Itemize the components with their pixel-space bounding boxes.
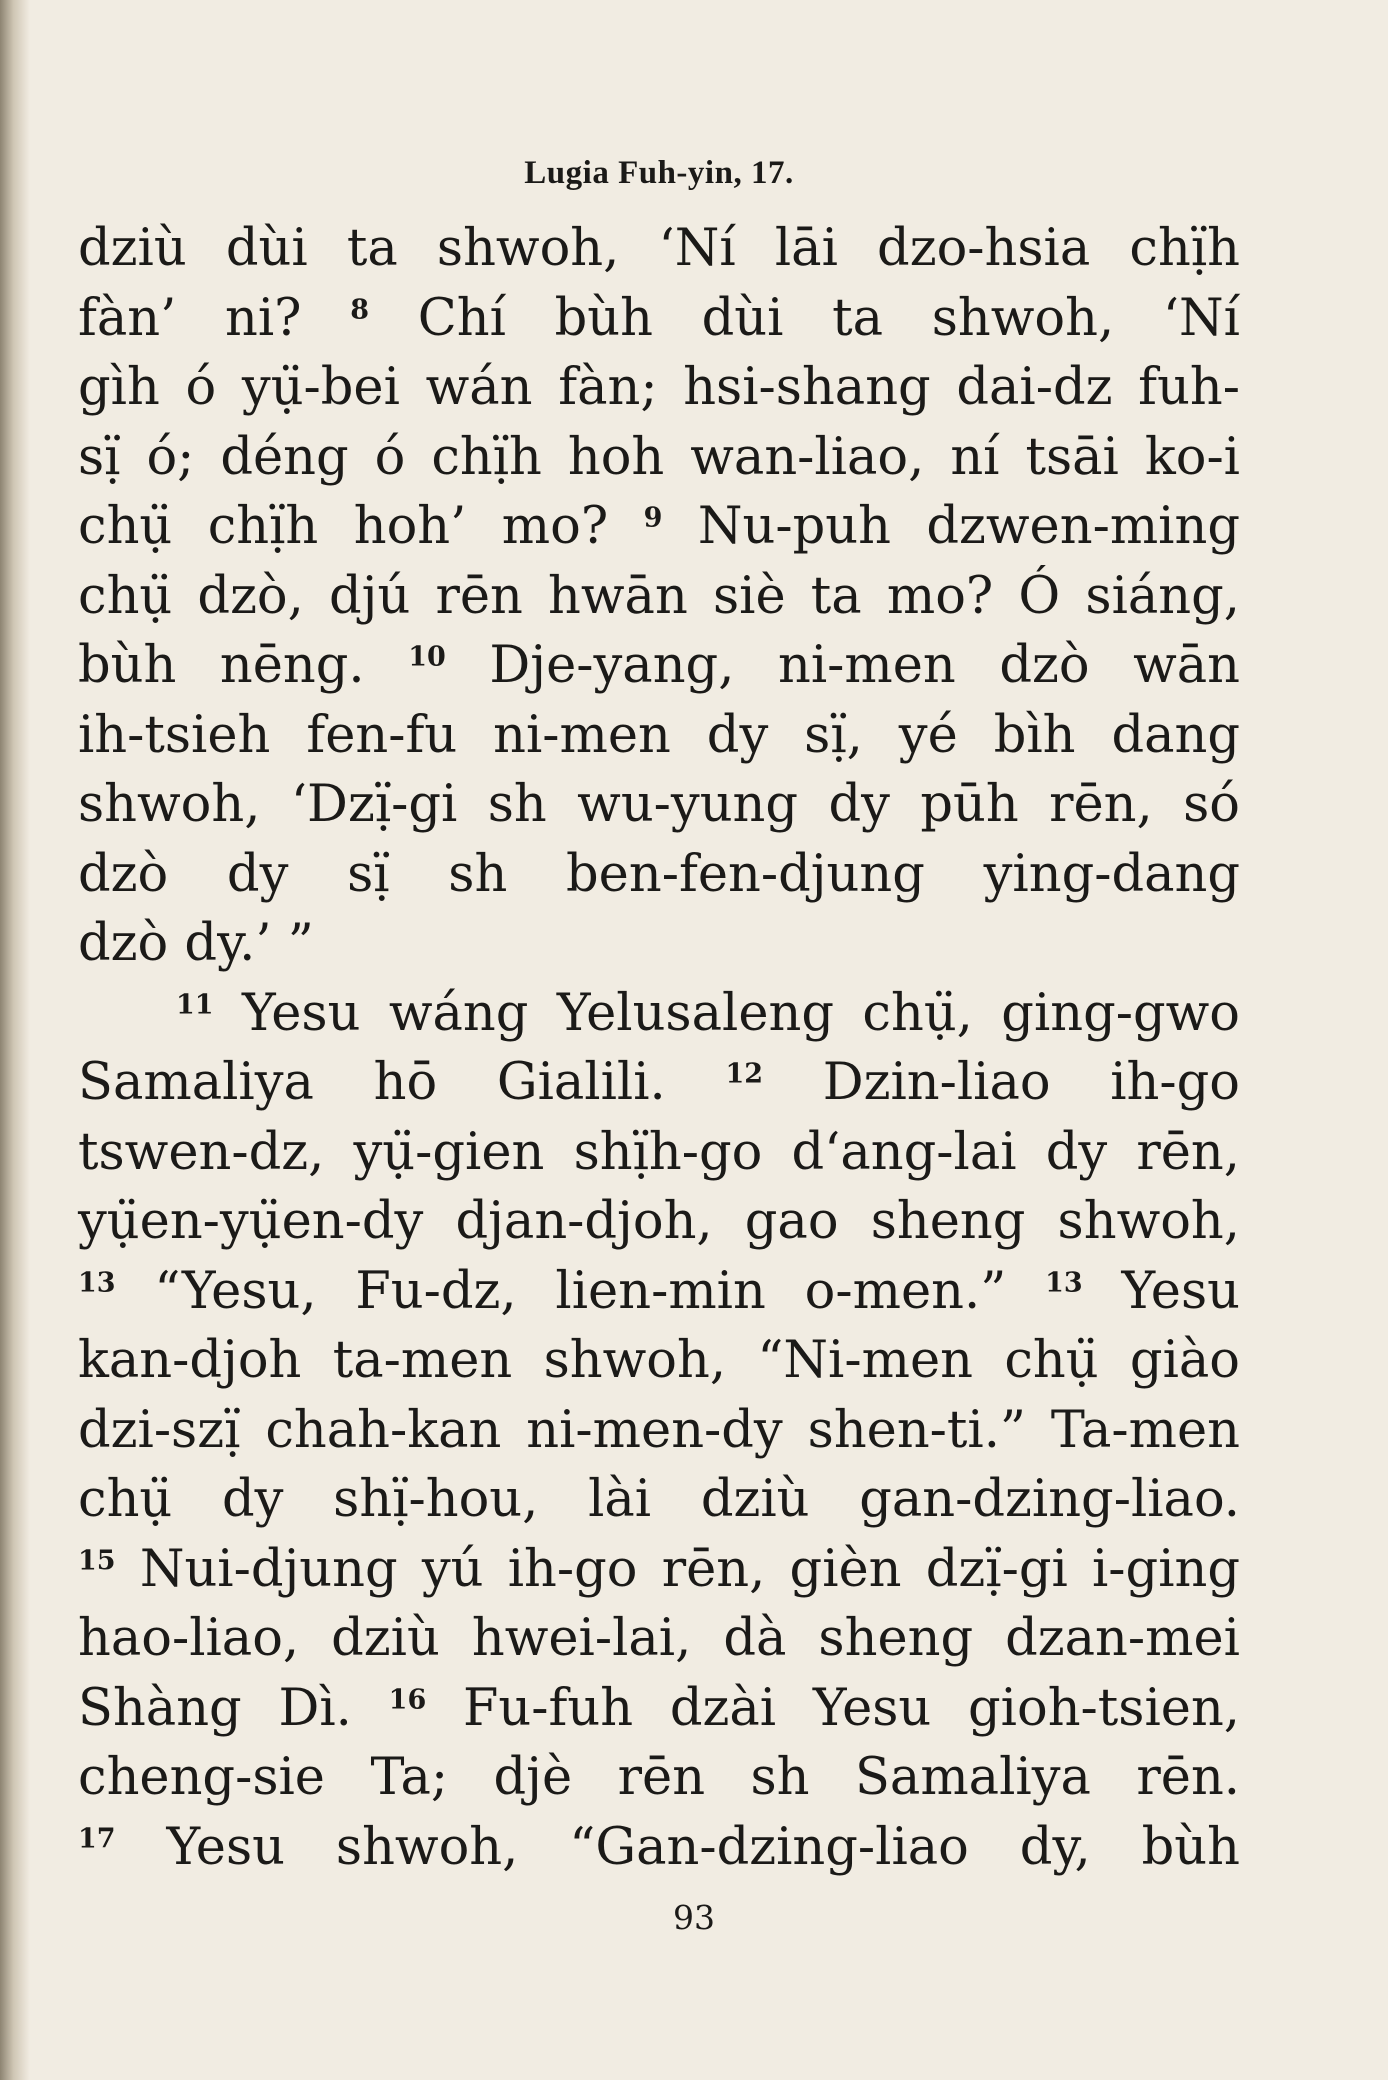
text-line: [78, 1187, 1240, 1257]
text-block: [78, 214, 1240, 1882]
text-line: [78, 1396, 1240, 1466]
line-text: tswen-dz, yụ̈-gien shị̈h-go d‘ang-lai dy rēn,: [78, 1122, 1240, 1182]
line-text: cheng-sie Ta; djè rēn sh Samaliya rēn.: [78, 1748, 1240, 1807]
text-line: [78, 284, 1240, 354]
verse-number: 11: [176, 988, 214, 1020]
line-text: Nui-djung yú ih-go rēn, gièn dzị̈-gi i-ging: [139, 1539, 1240, 1599]
text-line: [78, 631, 1240, 701]
line-text: Chí bùh dùi ta shwoh, ‘Ní: [417, 288, 1240, 348]
verse-number: 16: [388, 1683, 427, 1715]
line-text: chụ̈ chị̈h hoh’ mo?: [78, 497, 609, 556]
line-text: “Yesu, Fu-dz, lien-min o-men.”: [154, 1261, 1007, 1321]
verse-number: 13: [1045, 1266, 1083, 1298]
verse-number: 15: [78, 1544, 116, 1576]
text-line: [78, 1326, 1240, 1396]
text-line: [78, 770, 1240, 840]
line-text: yụ̈en-yụ̈en-dy djan-djoh, gao sheng shwoh,: [78, 1192, 1240, 1251]
text-line: [78, 701, 1240, 771]
line-text: fàn’ ni?: [78, 288, 302, 348]
text-line: [78, 979, 1240, 1049]
verse-number: 10: [408, 641, 446, 673]
line-text: dzi-szị̈ chah-kan ni-men-dy shen-ti.” Ta-men: [78, 1400, 1240, 1460]
text-line: [78, 1048, 1240, 1118]
line-text: Samaliya hō Gialili.: [78, 1053, 666, 1112]
line-text: Yesu: [1121, 1261, 1240, 1321]
line-text: Nu-puh dzwen-ming: [697, 497, 1240, 556]
line-text: dzò dy sị̈ sh ben-fen-djung ying-dang: [78, 844, 1240, 904]
line-text: Dzin-liao ih-go: [822, 1053, 1240, 1112]
text-line: [78, 1604, 1240, 1674]
line-text: ih-tsieh fen-fu ni-men dy sị̈, yé bìh dang: [78, 705, 1240, 765]
line-text: Shàng Dì.: [78, 1678, 352, 1738]
line-text: Yesu shwoh, “Gan-dzing-liao dy, bùh: [166, 1817, 1240, 1877]
line-text: dzò dy.’ ”: [78, 914, 314, 973]
verse-number: 12: [725, 1058, 764, 1090]
line-text: kan-djoh ta-men shwoh, “Ni-men chụ̈ giào: [78, 1331, 1240, 1390]
verse-number: 9: [643, 502, 663, 534]
line-text: chụ̈ dy shị̈-hou, lài dziù gan-dzing-liao.: [78, 1470, 1240, 1529]
line-text: gìh ó yụ̈-bei wán fàn; hsi-shang dai-dz fuh-: [78, 358, 1240, 417]
text-line: [78, 909, 1240, 979]
text-line: [78, 1118, 1240, 1188]
line-text: hao-liao, dziù hwei-lai, dà sheng dzan-mei: [78, 1609, 1240, 1668]
text-line: [78, 492, 1240, 562]
page-number: 93: [673, 1898, 715, 1937]
text-line: [78, 1674, 1240, 1744]
line-text: Fu-fuh dzài Yesu gioh-tsien,: [463, 1678, 1240, 1738]
line-text: bùh nēng.: [78, 636, 365, 695]
line-text: shwoh, ‘Dzị̈-gi sh wu-yung dy pūh rēn, só: [78, 775, 1240, 834]
line-text: Dje-yang, ni-men dzò wān: [489, 636, 1241, 695]
text-line: [78, 214, 1240, 284]
verse-number: 8: [350, 293, 370, 325]
text-line: [78, 423, 1240, 493]
line-text: sị̈ ó; déng ó chị̈h hoh wan-liao, ní tsāi ko-i: [78, 427, 1240, 487]
line-text: Yesu wáng Yelusaleng chụ̈, ging-gwo: [242, 983, 1240, 1043]
page-body: [78, 150, 1240, 1882]
text-line: [78, 1465, 1240, 1535]
text-line: [78, 840, 1240, 910]
verse-number: 13: [78, 1266, 116, 1298]
text-line: [78, 1535, 1240, 1605]
verse-number: 17: [78, 1822, 116, 1854]
text-line: [78, 1813, 1240, 1883]
text-line: [78, 1743, 1240, 1813]
line-text: chụ̈ dzò, djú rēn hwān siè ta mo? Ó siáng,: [78, 566, 1240, 626]
book-gutter-shadow: [0, 0, 30, 2080]
text-line: [78, 562, 1240, 632]
text-line: [78, 353, 1240, 423]
text-line: [78, 1257, 1240, 1327]
line-text: dziù dùi ta shwoh, ‘Ní lāi dzo-hsia chị̈h: [78, 219, 1240, 278]
running-head: Lugia Fuh-yin, 17.: [524, 155, 794, 191]
